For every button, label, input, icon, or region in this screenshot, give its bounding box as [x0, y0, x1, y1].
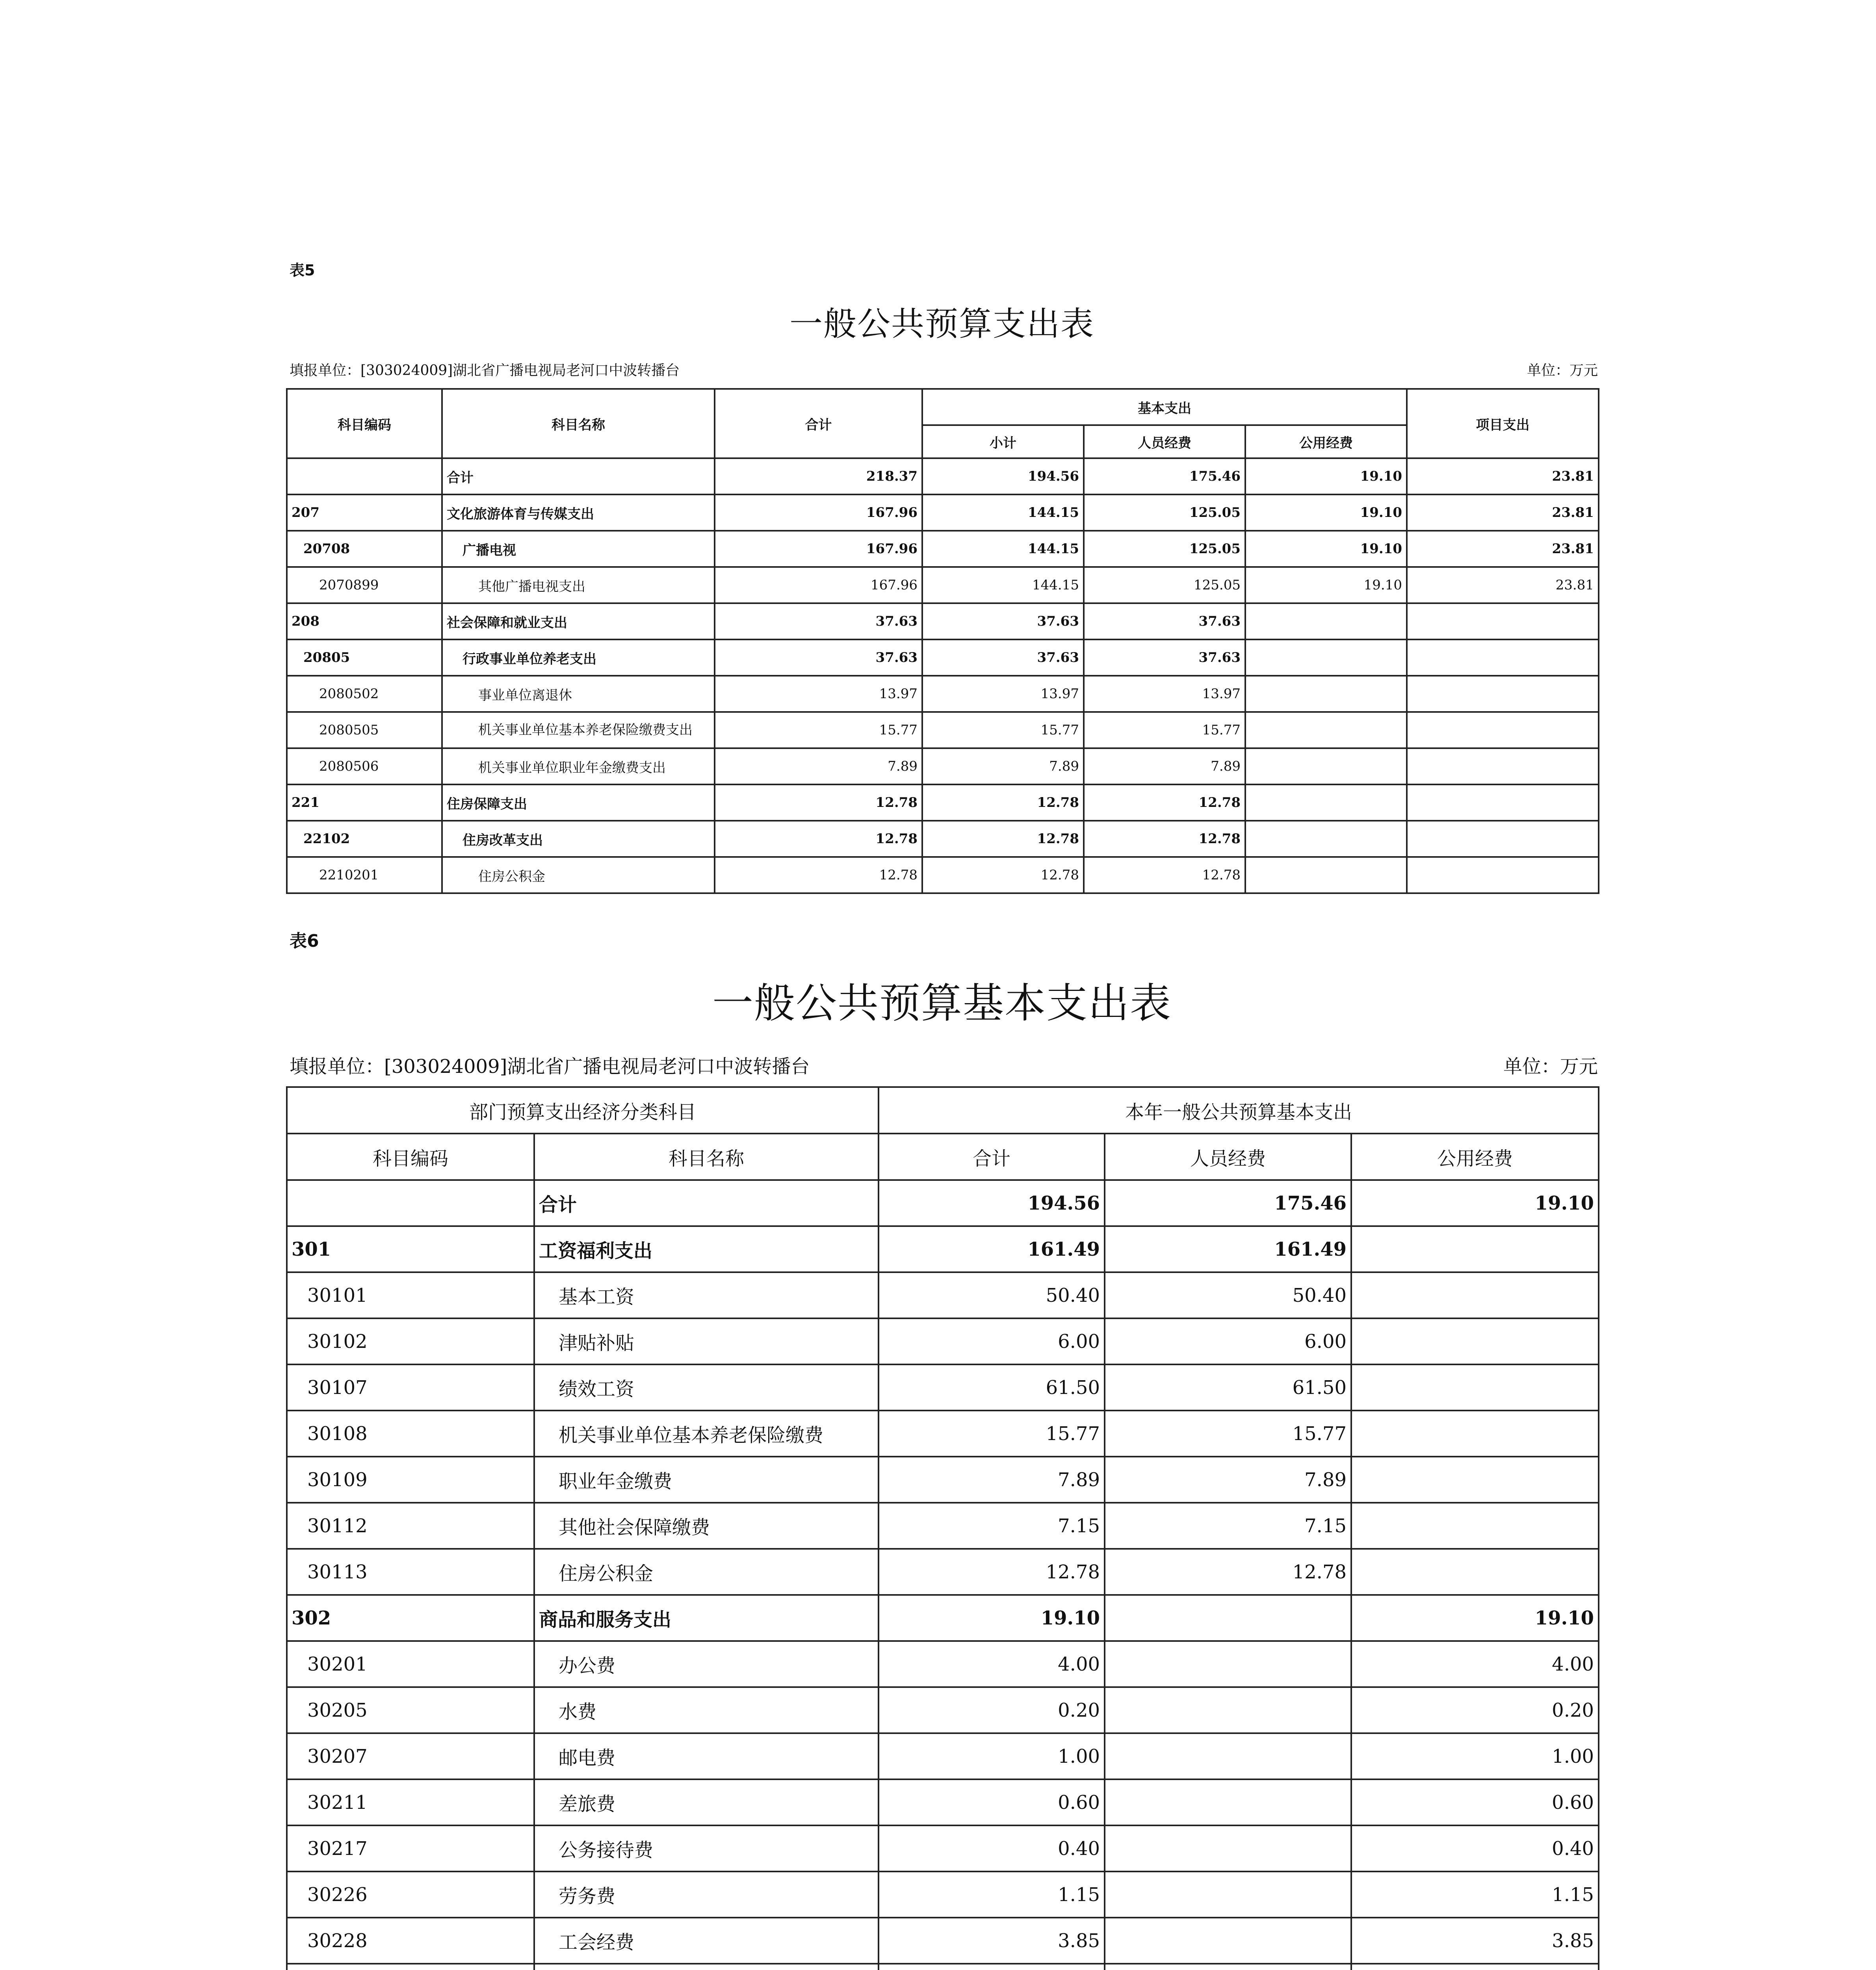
- table-row: [287, 1595, 1599, 1641]
- t6-public: [1351, 1411, 1599, 1457]
- t5-code: 2080505: [287, 712, 442, 748]
- t5-header-subtotal: 小计: [922, 425, 1084, 458]
- t5-header-basic: 基本支出: [922, 389, 1407, 425]
- t5-public: 19.10: [1245, 458, 1407, 494]
- t6-public: 19.10: [1351, 1180, 1599, 1226]
- t6-total: 194.56: [879, 1180, 1105, 1226]
- t6-public: [1351, 1364, 1599, 1411]
- t6-public: [1351, 1318, 1599, 1364]
- table-row: [287, 1779, 1599, 1825]
- t5-project: 23.81: [1407, 531, 1599, 567]
- t5-personnel: 37.63: [1084, 603, 1245, 639]
- table-row: [287, 1872, 1599, 1918]
- t6-header-code: 科目编码: [287, 1134, 534, 1180]
- t5-project: [1407, 748, 1599, 784]
- t6-name: [534, 1964, 879, 1970]
- t6-public: 0.60: [1351, 1779, 1599, 1825]
- table-row: [287, 676, 1599, 712]
- t5-project: [1407, 676, 1599, 712]
- t5-personnel: 12.78: [1084, 857, 1245, 893]
- t6-code: [287, 1180, 534, 1226]
- t6-name: 绩效工资: [534, 1364, 879, 1411]
- t6-code: 30205: [287, 1687, 534, 1733]
- t5-public: [1245, 676, 1407, 712]
- t6-code: 30201: [287, 1641, 534, 1687]
- t6-total: 0.20: [879, 1687, 1105, 1733]
- t6-personnel: 15.77: [1105, 1411, 1351, 1457]
- t6-code: 30109: [287, 1457, 534, 1503]
- table-row: [287, 1364, 1599, 1411]
- table6: [286, 1086, 1599, 1970]
- table-row: [287, 1825, 1599, 1872]
- t6-personnel: [1105, 1825, 1351, 1872]
- table6-title: 一般公共预算基本支出表: [712, 979, 1172, 1027]
- t6-name: 办公费: [534, 1641, 879, 1687]
- table-row: [287, 494, 1599, 531]
- table-row: [287, 1687, 1599, 1733]
- t5-project: [1407, 603, 1599, 639]
- t5-public: [1245, 748, 1407, 784]
- t5-personnel: 37.63: [1084, 639, 1245, 676]
- t6-code: 30107: [287, 1364, 534, 1411]
- t6-total: [879, 1964, 1105, 1970]
- table-row: [287, 748, 1599, 784]
- t6-personnel: 6.00: [1105, 1318, 1351, 1364]
- t6-personnel: 7.89: [1105, 1457, 1351, 1503]
- t5-subtotal: 12.78: [922, 784, 1084, 821]
- t5-personnel: 125.05: [1084, 567, 1245, 603]
- t6-name: 水费: [534, 1687, 879, 1733]
- table6-label: 表6: [290, 931, 319, 951]
- t5-total: 12.78: [715, 857, 922, 893]
- t5-public: 19.10: [1245, 531, 1407, 567]
- t6-total: 1.15: [879, 1872, 1105, 1918]
- t5-code: 20805: [287, 639, 442, 676]
- t5-project: 23.81: [1407, 494, 1599, 531]
- t6-name: 劳务费: [534, 1872, 879, 1918]
- table-row: [287, 1226, 1599, 1272]
- t6-public: 0.20: [1351, 1687, 1599, 1733]
- t6-personnel: 12.78: [1105, 1549, 1351, 1595]
- t5-total: 167.96: [715, 567, 922, 603]
- t5-subtotal: 13.97: [922, 676, 1084, 712]
- t5-total: 37.63: [715, 603, 922, 639]
- t5-total: 167.96: [715, 494, 922, 531]
- t5-header-public: 公用经费: [1245, 425, 1407, 458]
- t5-subtotal: 12.78: [922, 821, 1084, 857]
- t6-public: 0.40: [1351, 1825, 1599, 1872]
- t6-code: 30113: [287, 1549, 534, 1595]
- table-row: [287, 1503, 1599, 1549]
- t5-project: [1407, 712, 1599, 748]
- t6-header-personnel: 人员经费: [1105, 1134, 1351, 1180]
- t5-total: 218.37: [715, 458, 922, 494]
- t6-public: [1351, 1272, 1599, 1318]
- table-row: [287, 1918, 1599, 1964]
- t5-name: 文化旅游体育与传媒支出: [442, 494, 715, 531]
- table-row: [287, 1964, 1599, 1970]
- t6-personnel: 161.49: [1105, 1226, 1351, 1272]
- t5-code: 208: [287, 603, 442, 639]
- table-row: [287, 567, 1599, 603]
- t6-header-left-group: 部门预算支出经济分类科目: [287, 1087, 879, 1134]
- t5-subtotal: 37.63: [922, 603, 1084, 639]
- t6-name: 基本工资: [534, 1272, 879, 1318]
- t5-subtotal: 144.15: [922, 494, 1084, 531]
- t6-code: 30112: [287, 1503, 534, 1549]
- t5-code: 221: [287, 784, 442, 821]
- table-row: [287, 639, 1599, 676]
- t5-name: 住房公积金: [442, 857, 715, 893]
- t5-public: [1245, 784, 1407, 821]
- t6-code: 301: [287, 1226, 534, 1272]
- t6-total: 12.78: [879, 1549, 1105, 1595]
- t5-personnel: 175.46: [1084, 458, 1245, 494]
- table-row: [287, 1733, 1599, 1779]
- t5-code: 22102: [287, 821, 442, 857]
- t5-code: [287, 458, 442, 494]
- table-row: [287, 1272, 1599, 1318]
- t5-total: 12.78: [715, 784, 922, 821]
- t5-name: 住房保障支出: [442, 784, 715, 821]
- t6-name: 合计: [534, 1180, 879, 1226]
- t6-code: 30228: [287, 1918, 534, 1964]
- t6-code: 30207: [287, 1733, 534, 1779]
- t6-code: 30101: [287, 1272, 534, 1318]
- t5-public: [1245, 603, 1407, 639]
- t6-personnel: [1105, 1872, 1351, 1918]
- t6-header-total: 合计: [879, 1134, 1105, 1180]
- t5-code: 20708: [287, 531, 442, 567]
- t6-public: 1.15: [1351, 1872, 1599, 1918]
- t5-name: 事业单位离退休: [442, 676, 715, 712]
- t6-personnel: 61.50: [1105, 1364, 1351, 1411]
- t6-public: [1351, 1549, 1599, 1595]
- t5-personnel: 125.05: [1084, 531, 1245, 567]
- t6-total: 6.00: [879, 1318, 1105, 1364]
- t6-public: [1351, 1964, 1599, 1970]
- t5-total: 12.78: [715, 821, 922, 857]
- t6-name: 邮电费: [534, 1733, 879, 1779]
- t6-total: 19.10: [879, 1595, 1105, 1641]
- t6-total: 0.40: [879, 1825, 1105, 1872]
- t6-name: 公务接待费: [534, 1825, 879, 1872]
- t6-name: 住房公积金: [534, 1549, 879, 1595]
- t5-total: 37.63: [715, 639, 922, 676]
- t6-code: 30211: [287, 1779, 534, 1825]
- table-row: [287, 531, 1599, 567]
- t6-public: [1351, 1457, 1599, 1503]
- t5-name: 广播电视: [442, 531, 715, 567]
- t6-personnel: [1105, 1595, 1351, 1641]
- t5-personnel: 125.05: [1084, 494, 1245, 531]
- t5-project: [1407, 821, 1599, 857]
- t6-code: 30102: [287, 1318, 534, 1364]
- t5-name: 住房改革支出: [442, 821, 715, 857]
- table-row: [287, 857, 1599, 893]
- t6-total: 3.85: [879, 1918, 1105, 1964]
- t6-personnel: 7.15: [1105, 1503, 1351, 1549]
- t5-personnel: 7.89: [1084, 748, 1245, 784]
- t6-header-public: 公用经费: [1351, 1134, 1599, 1180]
- table-row: [287, 1318, 1599, 1364]
- table6-unit-right: 单位：万元: [1503, 1056, 1598, 1078]
- t5-code: 207: [287, 494, 442, 531]
- t5-subtotal: 37.63: [922, 639, 1084, 676]
- t5-total: 15.77: [715, 712, 922, 748]
- table5-title: 一般公共预算支出表: [789, 305, 1094, 343]
- t5-subtotal: 144.15: [922, 567, 1084, 603]
- t6-total: 7.89: [879, 1457, 1105, 1503]
- table5-label: 表5: [290, 262, 315, 279]
- t5-subtotal: 15.77: [922, 712, 1084, 748]
- t6-total: 15.77: [879, 1411, 1105, 1457]
- t6-public: 1.00: [1351, 1733, 1599, 1779]
- table-row: [287, 458, 1599, 494]
- t5-code: 2080506: [287, 748, 442, 784]
- t6-code: 30217: [287, 1825, 534, 1872]
- t6-code: 302: [287, 1595, 534, 1641]
- t5-public: [1245, 821, 1407, 857]
- t5-public: 19.10: [1245, 567, 1407, 603]
- t6-total: 1.00: [879, 1733, 1105, 1779]
- t5-subtotal: 194.56: [922, 458, 1084, 494]
- t6-personnel: [1105, 1779, 1351, 1825]
- t6-name: 其他社会保障缴费: [534, 1503, 879, 1549]
- t5-code: 2210201: [287, 857, 442, 893]
- t5-subtotal: 12.78: [922, 857, 1084, 893]
- t5-name: 行政事业单位养老支出: [442, 639, 715, 676]
- t6-name: 商品和服务支出: [534, 1595, 879, 1641]
- t5-public: [1245, 639, 1407, 676]
- t5-header-project: 项目支出: [1407, 389, 1599, 458]
- t6-total: 0.60: [879, 1779, 1105, 1825]
- t6-personnel: [1105, 1641, 1351, 1687]
- table-row: [287, 1411, 1599, 1457]
- t5-header-total: 合计: [715, 389, 922, 458]
- t5-public: 19.10: [1245, 494, 1407, 531]
- t5-name: 合计: [442, 458, 715, 494]
- t5-subtotal: 144.15: [922, 531, 1084, 567]
- t5-public: [1245, 712, 1407, 748]
- t5-project: 23.81: [1407, 458, 1599, 494]
- table-row: [287, 1457, 1599, 1503]
- t6-name: 差旅费: [534, 1779, 879, 1825]
- t5-personnel: 12.78: [1084, 821, 1245, 857]
- table5: [286, 388, 1599, 894]
- t5-project: [1407, 639, 1599, 676]
- table-row: [287, 821, 1599, 857]
- t5-subtotal: 7.89: [922, 748, 1084, 784]
- table-row: [287, 1641, 1599, 1687]
- t5-total: 7.89: [715, 748, 922, 784]
- t5-project: 23.81: [1407, 567, 1599, 603]
- t6-code: 30108: [287, 1411, 534, 1457]
- t5-header-code: 科目编码: [287, 389, 442, 458]
- t6-name: 工会经费: [534, 1918, 879, 1964]
- t6-public: [1351, 1226, 1599, 1272]
- table-row: [287, 1549, 1599, 1595]
- t6-total: 7.15: [879, 1503, 1105, 1549]
- t6-total: 50.40: [879, 1272, 1105, 1318]
- t6-public: 19.10: [1351, 1595, 1599, 1641]
- table-row: [287, 784, 1599, 821]
- table-row: [287, 603, 1599, 639]
- t5-name: 社会保障和就业支出: [442, 603, 715, 639]
- t5-name: 机关事业单位基本养老保险缴费支出: [442, 712, 715, 748]
- t6-personnel: 50.40: [1105, 1272, 1351, 1318]
- t6-public: 4.00: [1351, 1641, 1599, 1687]
- table6-unit-left: 填报单位：[303024009]湖北省广播电视局老河口中波转播台: [290, 1056, 810, 1078]
- t5-personnel: 15.77: [1084, 712, 1245, 748]
- t6-name: 机关事业单位基本养老保险缴费: [534, 1411, 879, 1457]
- table5-unit-left: 填报单位：[303024009]湖北省广播电视局老河口中波转播台: [290, 362, 680, 379]
- t5-code: 2080502: [287, 676, 442, 712]
- table-row: [287, 1180, 1599, 1226]
- t6-personnel: [1105, 1918, 1351, 1964]
- t6-name: 工资福利支出: [534, 1226, 879, 1272]
- t6-header-name: 科目名称: [534, 1134, 879, 1180]
- t5-personnel: 13.97: [1084, 676, 1245, 712]
- t5-name: 机关事业单位职业年金缴费支出: [442, 748, 715, 784]
- t5-project: [1407, 857, 1599, 893]
- t5-header-personnel: 人员经费: [1084, 425, 1245, 458]
- t6-personnel: [1105, 1687, 1351, 1733]
- t6-personnel: 175.46: [1105, 1180, 1351, 1226]
- t6-name: 职业年金缴费: [534, 1457, 879, 1503]
- t5-project: [1407, 784, 1599, 821]
- t6-header-right-group: 本年一般公共预算基本支出: [879, 1087, 1599, 1134]
- t5-public: [1245, 857, 1407, 893]
- t6-code: 30226: [287, 1872, 534, 1918]
- t6-total: 61.50: [879, 1364, 1105, 1411]
- t6-personnel: [1105, 1964, 1351, 1970]
- t5-name: 其他广播电视支出: [442, 567, 715, 603]
- table5-unit-right: 单位：万元: [1527, 362, 1598, 379]
- t5-header-name: 科目名称: [442, 389, 715, 458]
- t5-total: 13.97: [715, 676, 922, 712]
- t6-name: 津贴补贴: [534, 1318, 879, 1364]
- t5-code: 2070899: [287, 567, 442, 603]
- t6-public: 3.85: [1351, 1918, 1599, 1964]
- t6-total: 4.00: [879, 1641, 1105, 1687]
- t6-public: [1351, 1503, 1599, 1549]
- t6-personnel: [1105, 1733, 1351, 1779]
- t6-total: 161.49: [879, 1226, 1105, 1272]
- t5-personnel: 12.78: [1084, 784, 1245, 821]
- t6-code: [287, 1964, 534, 1970]
- table-row: [287, 712, 1599, 748]
- t5-total: 167.96: [715, 531, 922, 567]
